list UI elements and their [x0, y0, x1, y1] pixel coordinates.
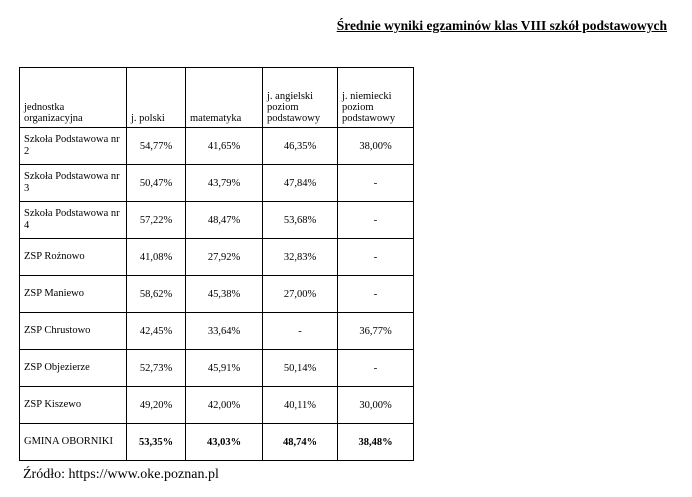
- table-row: [20, 350, 414, 387]
- polish-score: 57,22%: [127, 202, 186, 239]
- math-score: 45,91%: [186, 350, 263, 387]
- polish-score: 53,35%: [127, 424, 186, 461]
- header-unit: jednostka organizacyjna: [20, 68, 127, 128]
- unit-name: ZSP Objezierze: [20, 350, 127, 387]
- german-score: 30,00%: [338, 387, 414, 424]
- unit-name: ZSP Maniewo: [20, 276, 127, 313]
- header-english: j. angielski poziom podstawowy: [263, 68, 338, 128]
- table-header-row: [20, 68, 414, 128]
- english-score: 40,11%: [263, 387, 338, 424]
- polish-score: 42,45%: [127, 313, 186, 350]
- table-row: [20, 165, 414, 202]
- english-score: 27,00%: [263, 276, 338, 313]
- header-german: j. niemiecki poziom podstawowy: [338, 68, 414, 128]
- table-row: [20, 276, 414, 313]
- german-score: -: [338, 350, 414, 387]
- table-row: [20, 387, 414, 424]
- german-score: -: [338, 239, 414, 276]
- german-score: -: [338, 276, 414, 313]
- unit-name: GMINA OBORNIKI: [20, 424, 127, 461]
- table-row-total: [20, 424, 414, 461]
- german-score: -: [338, 165, 414, 202]
- math-score: 43,79%: [186, 165, 263, 202]
- polish-score: 54,77%: [127, 128, 186, 165]
- english-score: 46,35%: [263, 128, 338, 165]
- english-score: 48,74%: [263, 424, 338, 461]
- math-score: 42,00%: [186, 387, 263, 424]
- unit-name: Szkoła Podstawowa nr 3: [20, 165, 127, 202]
- source-note: Źródło: https://www.oke.poznan.pl: [23, 467, 219, 482]
- polish-score: 41,08%: [127, 239, 186, 276]
- math-score: 33,64%: [186, 313, 263, 350]
- unit-name: Szkoła Podstawowa nr 2: [20, 128, 127, 165]
- header-polish: j. polski: [127, 68, 186, 128]
- german-score: 38,00%: [338, 128, 414, 165]
- math-score: 27,92%: [186, 239, 263, 276]
- exam-results-table: [19, 67, 414, 461]
- polish-score: 52,73%: [127, 350, 186, 387]
- table-row: [20, 202, 414, 239]
- english-score: 50,14%: [263, 350, 338, 387]
- unit-name: ZSP Kiszewo: [20, 387, 127, 424]
- unit-name: ZSP Chrustowo: [20, 313, 127, 350]
- math-score: 45,38%: [186, 276, 263, 313]
- math-score: 48,47%: [186, 202, 263, 239]
- german-score: -: [338, 202, 414, 239]
- polish-score: 58,62%: [127, 276, 186, 313]
- math-score: 43,03%: [186, 424, 263, 461]
- german-score: 36,77%: [338, 313, 414, 350]
- english-score: 32,83%: [263, 239, 338, 276]
- english-score: 47,84%: [263, 165, 338, 202]
- english-score: -: [263, 313, 338, 350]
- header-math: matematyka: [186, 68, 263, 128]
- document-title: Średnie wyniki egzaminów klas VIII szkół podstawowych: [336, 18, 667, 33]
- unit-name: Szkoła Podstawowa nr 4: [20, 202, 127, 239]
- english-score: 53,68%: [263, 202, 338, 239]
- polish-score: 49,20%: [127, 387, 186, 424]
- unit-name: ZSP Rożnowo: [20, 239, 127, 276]
- table-row: [20, 239, 414, 276]
- table-row: [20, 128, 414, 165]
- math-score: 41,65%: [186, 128, 263, 165]
- polish-score: 50,47%: [127, 165, 186, 202]
- german-score: 38,48%: [338, 424, 414, 461]
- table-row: [20, 313, 414, 350]
